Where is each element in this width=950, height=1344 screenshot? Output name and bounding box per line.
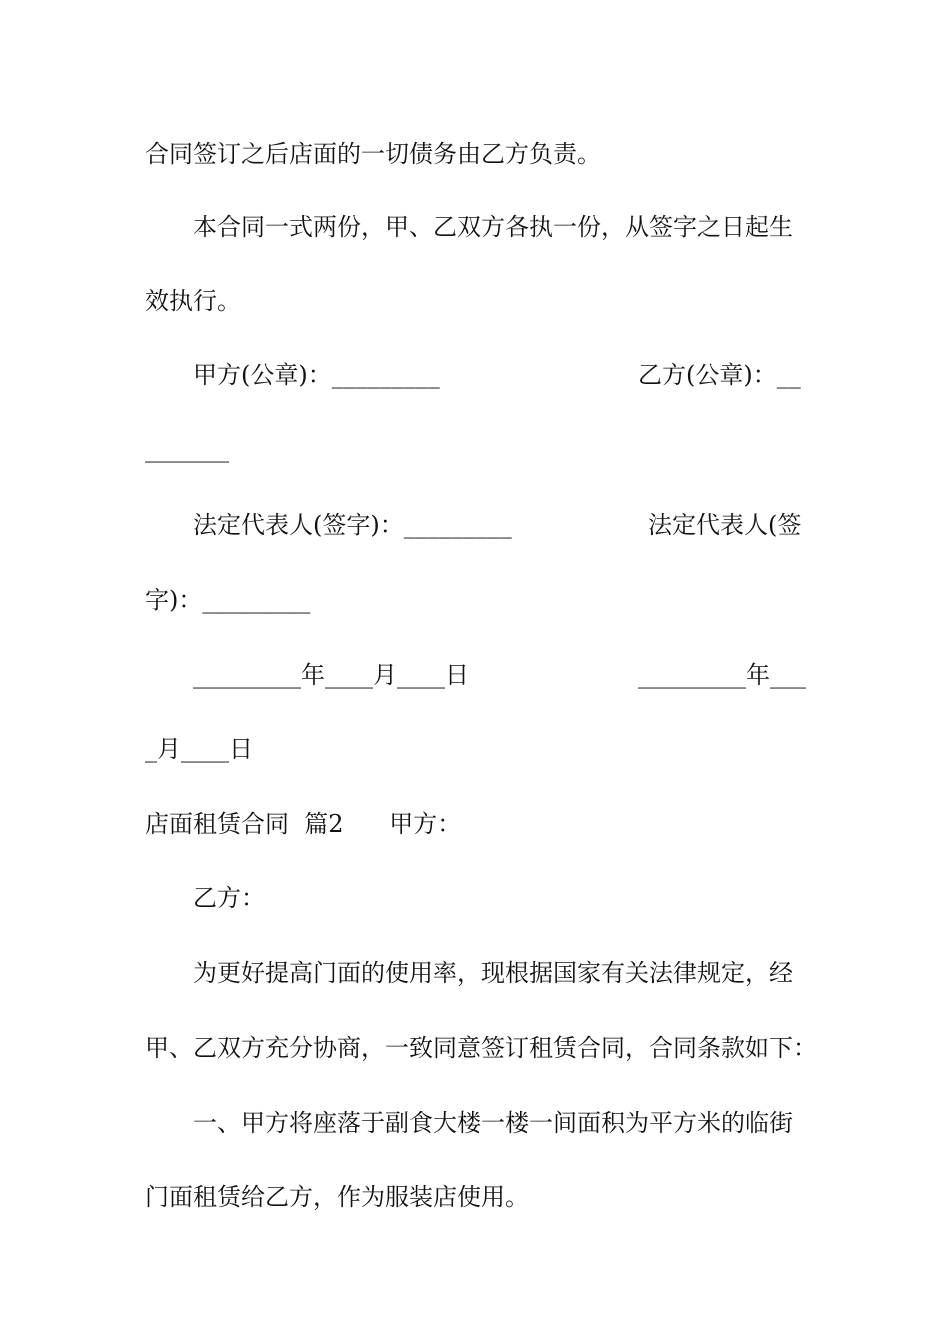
paragraph-debt-clause: 合同签订之后店面的一切债务由乙方负责。 <box>145 140 601 168</box>
paragraph-copies-clause: 本合同一式两份，甲、乙双方各执一份，从签字之日起生 <box>193 213 793 241</box>
party-b-label: 乙方： <box>193 884 265 912</box>
paragraph-purpose: 为更好提高门面的使用率，现根据国家有关法律规定，经 <box>193 959 793 987</box>
party-b-representative-line: 法定代表人(签 <box>648 511 802 539</box>
party-b-seal-line: 乙方(公章)：__ <box>638 361 801 389</box>
clause-one: 一、甲方将座落于副食大楼一楼一间面积为平方米的临街 <box>193 1109 793 1137</box>
party-b-date-line: _________年___ <box>638 661 806 689</box>
party-a-representative-line: 法定代表人(签字)：_________ <box>193 511 512 539</box>
party-a-seal-line: 甲方(公章)：_________ <box>193 361 440 389</box>
clause-one-cont: 门面租赁给乙方，作为服装店使用。 <box>145 1183 529 1211</box>
party-b-date-line-cont: _月____日 <box>145 735 253 763</box>
paragraph-copies-clause-cont: 效执行。 <box>145 287 241 315</box>
party-b-seal-line-cont: _______ <box>145 435 229 463</box>
paragraph-purpose-cont: 甲、乙双方充分协商，一致同意签订租赁合同，合同条款如下： <box>145 1034 817 1062</box>
party-a-date-line: _________年____月____日 <box>193 661 469 689</box>
section-heading-contract-2: 店面租赁合同 篇2 甲方： <box>145 810 462 838</box>
party-b-representative-cont: 字)：_________ <box>145 586 311 614</box>
